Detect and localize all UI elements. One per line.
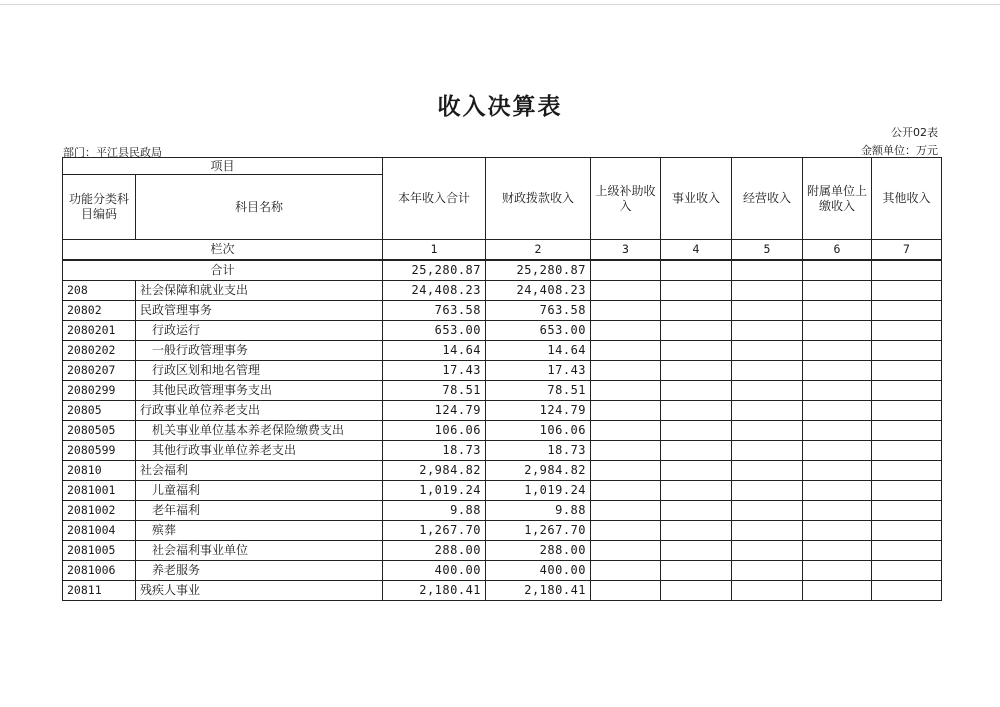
empty-cell: [803, 321, 872, 341]
empty-cell: [591, 461, 661, 481]
empty-cell: [591, 501, 661, 521]
row-subject-name: 行政区划和地名管理: [136, 361, 383, 381]
table-row: [63, 321, 942, 341]
empty-cell: [872, 481, 942, 501]
row-total-income: 18.73: [383, 441, 486, 461]
empty-cell: [732, 441, 803, 461]
empty-cell: [732, 381, 803, 401]
header-superior-subsidy: 上级补助收入: [591, 158, 661, 240]
empty-cell: [872, 441, 942, 461]
column-number: 6: [803, 240, 872, 261]
table-row: [63, 461, 942, 481]
amount-unit-label: 金额单位：万元: [861, 144, 938, 157]
empty-cell: [803, 481, 872, 501]
header-operating-income: 经营收入: [732, 158, 803, 240]
empty-cell: [803, 521, 872, 541]
table-row: [63, 581, 942, 601]
empty-cell: [732, 260, 803, 281]
row-subject-name: 机关事业单位基本养老保险缴费支出: [136, 421, 383, 441]
row-subject-name: 儿童福利: [136, 481, 383, 501]
row-subject-name: 一般行政管理事务: [136, 341, 383, 361]
empty-cell: [661, 461, 732, 481]
row-fiscal-income: 2,984.82: [486, 461, 591, 481]
empty-cell: [803, 401, 872, 421]
empty-cell: [591, 281, 661, 301]
empty-cell: [872, 501, 942, 521]
row-subject-name: 其他行政事业单位养老支出: [136, 441, 383, 461]
empty-cell: [872, 301, 942, 321]
empty-cell: [803, 301, 872, 321]
total-label: 合计: [63, 260, 383, 281]
table-row: [63, 441, 942, 461]
empty-cell: [803, 581, 872, 601]
empty-cell: [872, 521, 942, 541]
empty-cell: [803, 541, 872, 561]
empty-cell: [661, 561, 732, 581]
empty-cell: [661, 501, 732, 521]
empty-cell: [732, 281, 803, 301]
total-income-value: 25,280.87: [383, 260, 486, 281]
row-total-income: 288.00: [383, 541, 486, 561]
empty-cell: [591, 361, 661, 381]
empty-cell: [661, 361, 732, 381]
row-fiscal-income: 24,408.23: [486, 281, 591, 301]
row-total-income: 2,984.82: [383, 461, 486, 481]
row-subject-name: 行政事业单位养老支出: [136, 401, 383, 421]
row-total-income: 124.79: [383, 401, 486, 421]
empty-cell: [591, 321, 661, 341]
row-subject-name: 社会保障和就业支出: [136, 281, 383, 301]
row-subject-name: 老年福利: [136, 501, 383, 521]
empty-cell: [872, 260, 942, 281]
empty-cell: [803, 341, 872, 361]
empty-cell: [732, 401, 803, 421]
empty-cell: [591, 421, 661, 441]
row-code: 20810: [63, 461, 136, 481]
header-project: 项目: [63, 158, 383, 175]
row-code: 20811: [63, 581, 136, 601]
row-total-income: 78.51: [383, 381, 486, 401]
empty-cell: [591, 521, 661, 541]
row-fiscal-income: 1,267.70: [486, 521, 591, 541]
row-subject-name: 民政管理事务: [136, 301, 383, 321]
column-number: 1: [383, 240, 486, 261]
empty-cell: [803, 260, 872, 281]
empty-cell: [661, 581, 732, 601]
column-number: 7: [872, 240, 942, 261]
row-code: 2080505: [63, 421, 136, 441]
empty-cell: [732, 301, 803, 321]
row-code: 2080201: [63, 321, 136, 341]
empty-cell: [591, 260, 661, 281]
row-code: 20802: [63, 301, 136, 321]
row-fiscal-income: 18.73: [486, 441, 591, 461]
row-fiscal-income: 106.06: [486, 421, 591, 441]
empty-cell: [803, 361, 872, 381]
total-fiscal-value: 25,280.87: [486, 260, 591, 281]
empty-cell: [661, 301, 732, 321]
column-number: 4: [661, 240, 732, 261]
row-total-income: 653.00: [383, 321, 486, 341]
department-label: 部门：平江县民政局: [63, 146, 162, 159]
empty-cell: [872, 561, 942, 581]
table-row: [63, 541, 942, 561]
row-total-income: 2,180.41: [383, 581, 486, 601]
empty-cell: [591, 341, 661, 361]
empty-cell: [803, 501, 872, 521]
row-code: 2081006: [63, 561, 136, 581]
row-fiscal-income: 763.58: [486, 301, 591, 321]
row-code: 20805: [63, 401, 136, 421]
table-row: [63, 521, 942, 541]
empty-cell: [591, 401, 661, 421]
empty-cell: [732, 421, 803, 441]
empty-cell: [803, 381, 872, 401]
column-number-row: [63, 240, 942, 261]
empty-cell: [732, 341, 803, 361]
empty-cell: [661, 441, 732, 461]
empty-cell: [661, 341, 732, 361]
row-subject-name: 其他民政管理事务支出: [136, 381, 383, 401]
income-report-table: [62, 157, 942, 601]
table-row: [63, 381, 942, 401]
empty-cell: [872, 281, 942, 301]
empty-cell: [872, 541, 942, 561]
row-subject-name: 残疾人事业: [136, 581, 383, 601]
row-fiscal-income: 78.51: [486, 381, 591, 401]
empty-cell: [661, 521, 732, 541]
row-subject-name: 养老服务: [136, 561, 383, 581]
empty-cell: [661, 381, 732, 401]
column-number-label: 栏次: [63, 240, 383, 261]
empty-cell: [803, 561, 872, 581]
row-total-income: 24,408.23: [383, 281, 486, 301]
empty-cell: [661, 321, 732, 341]
empty-cell: [872, 581, 942, 601]
empty-cell: [732, 481, 803, 501]
empty-cell: [591, 301, 661, 321]
header-subject-name: 科目名称: [136, 175, 383, 240]
row-fiscal-income: 288.00: [486, 541, 591, 561]
table-row: [63, 561, 942, 581]
empty-cell: [591, 441, 661, 461]
table-row: [63, 301, 942, 321]
empty-cell: [661, 281, 732, 301]
row-code: 2080299: [63, 381, 136, 401]
empty-cell: [872, 461, 942, 481]
column-number: 3: [591, 240, 661, 261]
header-function-code: 功能分类科目编码: [63, 175, 136, 240]
header-other-income: 其他收入: [872, 158, 942, 240]
empty-cell: [732, 321, 803, 341]
row-fiscal-income: 400.00: [486, 561, 591, 581]
empty-cell: [803, 441, 872, 461]
row-fiscal-income: 9.88: [486, 501, 591, 521]
empty-cell: [803, 281, 872, 301]
column-number: 2: [486, 240, 591, 261]
row-code: 2080207: [63, 361, 136, 381]
row-fiscal-income: 14.64: [486, 341, 591, 361]
empty-cell: [591, 561, 661, 581]
row-code: 2081005: [63, 541, 136, 561]
row-fiscal-income: 124.79: [486, 401, 591, 421]
empty-cell: [591, 381, 661, 401]
table-row: [63, 341, 942, 361]
row-code: 2081002: [63, 501, 136, 521]
empty-cell: [732, 501, 803, 521]
empty-cell: [872, 401, 942, 421]
table-row: [63, 421, 942, 441]
table-row: [63, 361, 942, 381]
empty-cell: [803, 421, 872, 441]
row-code: 2080599: [63, 441, 136, 461]
page-title: 收入决算表: [437, 93, 563, 120]
empty-cell: [732, 541, 803, 561]
header-affiliated-income: 附属单位上缴收入: [803, 158, 872, 240]
row-fiscal-income: 2,180.41: [486, 581, 591, 601]
row-code: 208: [63, 281, 136, 301]
table-row: [63, 401, 942, 421]
row-fiscal-income: 1,019.24: [486, 481, 591, 501]
header-business-income: 事业收入: [661, 158, 732, 240]
row-total-income: 17.43: [383, 361, 486, 381]
row-code: 2081004: [63, 521, 136, 541]
row-subject-name: 社会福利事业单位: [136, 541, 383, 561]
empty-cell: [591, 541, 661, 561]
empty-cell: [872, 381, 942, 401]
table-row: [63, 281, 942, 301]
empty-cell: [872, 421, 942, 441]
empty-cell: [591, 481, 661, 501]
row-total-income: 400.00: [383, 561, 486, 581]
empty-cell: [661, 260, 732, 281]
empty-cell: [732, 521, 803, 541]
row-total-income: 14.64: [383, 341, 486, 361]
empty-cell: [661, 421, 732, 441]
row-total-income: 763.58: [383, 301, 486, 321]
row-total-income: 1,267.70: [383, 521, 486, 541]
column-number: 5: [732, 240, 803, 261]
form-number: 公开02表: [891, 126, 938, 139]
empty-cell: [661, 401, 732, 421]
empty-cell: [732, 461, 803, 481]
empty-cell: [732, 561, 803, 581]
empty-cell: [661, 541, 732, 561]
row-subject-name: 社会福利: [136, 461, 383, 481]
empty-cell: [591, 581, 661, 601]
total-row: [63, 260, 942, 281]
empty-cell: [803, 461, 872, 481]
top-scan-rule: [0, 4, 1000, 5]
row-total-income: 106.06: [383, 421, 486, 441]
row-fiscal-income: 17.43: [486, 361, 591, 381]
table-row: [63, 501, 942, 521]
empty-cell: [872, 341, 942, 361]
empty-cell: [872, 361, 942, 381]
header-total-income: 本年收入合计: [383, 158, 486, 240]
empty-cell: [732, 361, 803, 381]
empty-cell: [872, 321, 942, 341]
empty-cell: [732, 581, 803, 601]
table-row: [63, 481, 942, 501]
row-subject-name: 行政运行: [136, 321, 383, 341]
row-code: 2080202: [63, 341, 136, 361]
row-total-income: 1,019.24: [383, 481, 486, 501]
header-fiscal-income: 财政拨款收入: [486, 158, 591, 240]
empty-cell: [661, 481, 732, 501]
row-fiscal-income: 653.00: [486, 321, 591, 341]
row-subject-name: 殡葬: [136, 521, 383, 541]
row-code: 2081001: [63, 481, 136, 501]
row-total-income: 9.88: [383, 501, 486, 521]
